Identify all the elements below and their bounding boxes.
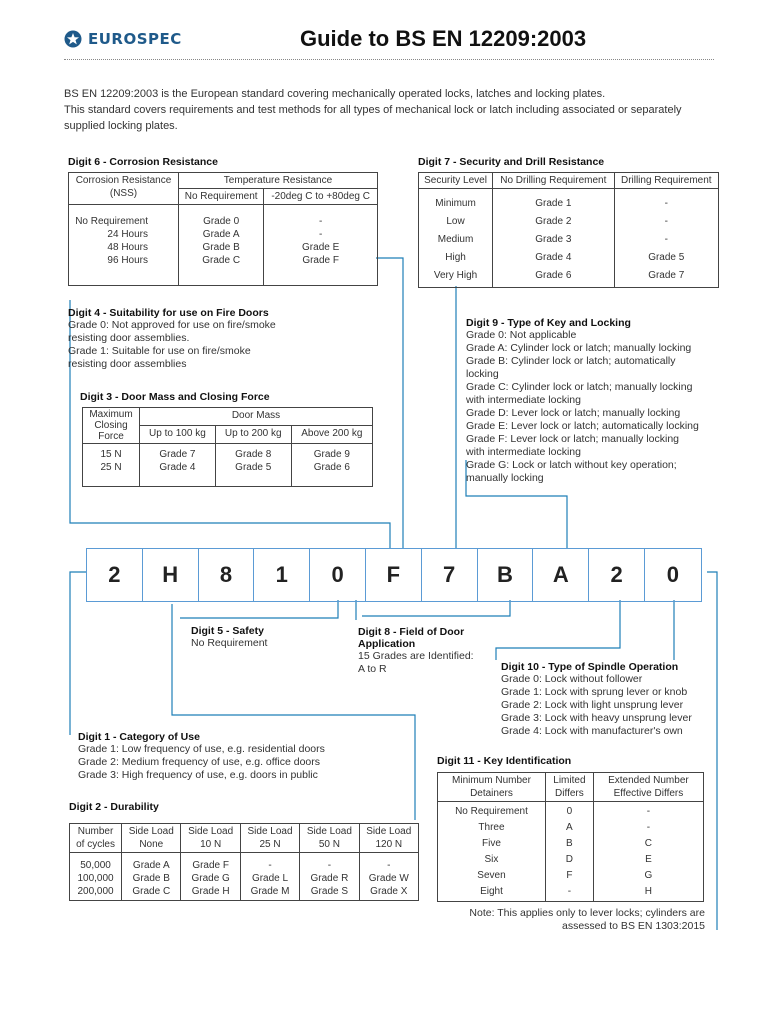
digit6-col (179, 205, 264, 286)
digit8-title-2: Application (358, 638, 416, 650)
cell-text: 200,000 (77, 886, 114, 897)
header-text: Minimum Number (452, 775, 531, 786)
digit10-section (501, 661, 692, 738)
header-text: Side Load (366, 826, 412, 837)
digit7-header: No Drilling Requirement (493, 173, 614, 189)
code-digit-5: 0 (310, 549, 366, 601)
intro-line: BS EN 12209:2003 is the European standard covering mechanically operated locks, latches and locking plates. (64, 88, 606, 100)
digit4-section (68, 307, 276, 371)
cell-text: Grade 4 (535, 252, 572, 263)
cell-text: 15 N (100, 449, 122, 460)
code-strip (86, 548, 702, 602)
code-digit-6: F (366, 549, 422, 601)
header-text: Side Load (306, 826, 352, 837)
header-text: of cycles (76, 839, 115, 850)
cell-text: B (566, 838, 573, 849)
cell-text: Grade F (192, 860, 229, 871)
digit7-header: Drilling Requirement (614, 173, 718, 189)
header-text: Side Load (188, 826, 234, 837)
cell-text: Grade F (302, 255, 339, 266)
digit3-col (83, 444, 140, 487)
cell-text: Low (446, 216, 465, 227)
digit8-line: A to R (358, 663, 387, 675)
cell-text: Very High (433, 270, 478, 281)
digit10-line: Grade 0: Lock without follower (501, 673, 643, 685)
header-text: None (139, 839, 164, 850)
code-digit-7: 7 (422, 549, 478, 601)
cell-text: Grade B (202, 242, 240, 253)
header-text: Effective Differs (613, 788, 684, 799)
digit7-col (419, 189, 493, 288)
digit6-title: Digit 6 - Corrosion Resistance (68, 156, 218, 168)
cell-text: C (644, 838, 653, 849)
page-title: Guide to BS EN 12209:2003 (300, 26, 587, 51)
cell-text: F (566, 870, 573, 881)
digit3-col (291, 444, 372, 487)
digit11-col (438, 802, 546, 902)
code-digit-9: A (533, 549, 589, 601)
cell-text: - (664, 216, 668, 227)
digit7-header: Security Level (419, 173, 493, 189)
cell-text: - (327, 860, 332, 871)
cell-text: Grade A (132, 860, 170, 871)
code-digit-1: 2 (87, 549, 143, 601)
cell-text: - (318, 229, 323, 240)
cell-text: Grade 5 (648, 252, 685, 263)
digit9-line: Grade 0: Not applicable (466, 329, 577, 341)
cell-text: D (565, 854, 573, 865)
digit9-line: Grade G: Lock or latch without key operation; (466, 459, 677, 471)
cell-text: 0 (566, 806, 573, 817)
cell-text: Grade W (368, 873, 409, 884)
cell-text: Grade C (132, 886, 171, 897)
digit2-header (181, 824, 240, 853)
cell-text: 48 Hours (107, 242, 148, 253)
digit7-table (418, 172, 719, 288)
digit1-line: Grade 3: High frequency of use, e.g. doors in public (78, 769, 318, 781)
digit3-header: Maximum Closing Force (83, 408, 140, 444)
digit2-title: Digit 2 - Durability (69, 801, 159, 813)
cell-text: G (644, 870, 653, 881)
intro-line: This standard covers requirements and test methods for all types of mechanical lock or latch including associated or separately (64, 104, 682, 116)
digit6-header-cell: Temperature Resistance (179, 173, 378, 189)
cell-text: Grade 4 (159, 462, 196, 473)
digit6-col (69, 205, 179, 286)
digit3-header: Door Mass (140, 408, 373, 426)
cell-text: No Requirement (75, 216, 148, 227)
digit3-table (82, 407, 373, 487)
cell-text: Grade L (251, 873, 289, 884)
digit5-section (191, 625, 267, 650)
digit5-title: Digit 5 - Safety (191, 625, 264, 637)
cell-text: Grade 7 (159, 449, 196, 460)
digit11-col (593, 802, 703, 902)
digit11-header (593, 773, 703, 802)
digit1-line: Grade 1: Low frequency of use, e.g. residential doors (78, 743, 325, 755)
header-text: Limited (553, 775, 586, 786)
header-text: 50 N (318, 839, 340, 850)
digit4-title: Digit 4 - Suitability for use on Fire Doors (68, 307, 269, 319)
header-text: 120 N (375, 839, 403, 850)
cell-text: Grade A (202, 229, 240, 240)
cell-text: Grade M (250, 886, 290, 897)
digit11-title: Digit 11 - Key Identification (437, 755, 572, 767)
digit9-line: Grade E: Lever lock or latch; automatically locking (466, 420, 699, 432)
digit11-table (437, 772, 704, 902)
digit10-line: Grade 3: Lock with heavy unsprung lever (501, 712, 692, 724)
digit11-header (438, 773, 546, 802)
cell-text: 96 Hours (107, 255, 148, 266)
digit11-note (437, 907, 705, 933)
cell-text: H (644, 886, 653, 897)
digit3-subheader: Up to 200 kg (215, 426, 291, 444)
digit1-section (78, 731, 325, 782)
cell-text: Grade 3 (535, 234, 572, 245)
cell-text: - (268, 860, 272, 871)
cell-text: Grade G (191, 873, 230, 884)
digit9-section (466, 317, 736, 485)
digit10-line: Grade 1: Lock with sprung lever or knob (501, 686, 688, 698)
cell-text: - (646, 806, 651, 817)
digit3-title: Digit 3 - Door Mass and Closing Force (80, 391, 270, 403)
cell-text: 25 N (100, 462, 122, 473)
digit9-line: Grade F: Lever lock or latch; manually locking (466, 433, 680, 445)
code-digit-8: B (478, 549, 534, 601)
cell-text: - (646, 822, 651, 833)
digit4-line: resisting door assemblies. (68, 332, 190, 344)
cell-text: Medium (437, 234, 474, 245)
digit1-line: Grade 2: Medium frequency of use, e.g. office doors (78, 756, 321, 768)
cell-text: Minimum (435, 198, 476, 209)
digit8-section (358, 626, 474, 676)
cell-text: Six (484, 854, 499, 865)
digit9-line: Grade C: Cylinder lock or latch; manually locking (466, 381, 693, 393)
digit11-header (545, 773, 593, 802)
cell-text: Grade 0 (203, 216, 240, 227)
digit9-line: manually locking (466, 472, 544, 484)
digit3-col (140, 444, 216, 487)
digit3-subheader: Above 200 kg (291, 426, 372, 444)
intro-line: supplied locking plates. (64, 120, 178, 132)
digit8-line: 15 Grades are Identified: (358, 650, 474, 662)
header-text: Corrosion Resistance (75, 175, 172, 186)
cell-text: - (664, 198, 668, 209)
cell-text: Grade S (310, 886, 349, 897)
header-text: Number (77, 826, 114, 837)
cell-text: Grade 6 (313, 462, 350, 473)
cell-text: 50,000 (80, 860, 111, 871)
header-text: (NSS) (109, 188, 138, 199)
header-text: Detainers (470, 788, 513, 799)
digit9-line: locking (466, 368, 499, 380)
digit4-line: resisting door assemblies (68, 358, 187, 370)
cell-text: - (664, 234, 668, 245)
digit2-header (300, 824, 359, 853)
cell-text: Three (478, 822, 505, 833)
digit7-title: Digit 7 - Security and Drill Resistance (418, 156, 605, 168)
header-text: 25 N (259, 839, 281, 850)
cell-text: Grade 6 (535, 270, 572, 281)
digit10-line: Grade 2: Lock with light unsprung lever (501, 699, 684, 711)
cell-text: Grade 9 (313, 449, 350, 460)
digit2-table (69, 823, 419, 901)
cell-text: Grade 1 (535, 198, 572, 209)
digit9-line: Grade D: Lever lock or latch; manually locking (466, 407, 681, 419)
header-text: 10 N (200, 839, 222, 850)
cell-text: Grade 8 (235, 449, 272, 460)
cell-text: Grade 5 (235, 462, 272, 473)
code-digit-11: 0 (666, 562, 679, 587)
digit6-table (68, 172, 378, 286)
note-line: Note: This applies only to lever locks; cylinders are (469, 907, 705, 919)
digit6-subheader: No Requirement (179, 189, 264, 205)
digit4-line: Grade 1: Suitable for use on fire/smoke (68, 345, 251, 357)
digit10-title: Digit 10 - Type of Spindle Operation (501, 661, 679, 673)
cell-text: A (566, 822, 573, 833)
digit7-col (493, 189, 614, 288)
digit3-col (215, 444, 291, 487)
digit1-title: Digit 1 - Category of Use (78, 731, 200, 743)
header-text: Extended Number (608, 775, 689, 786)
brand-name: EUROSPEC (88, 30, 182, 48)
code-digit-3: 8 (199, 549, 255, 601)
cell-text: Five (482, 838, 501, 849)
cell-text: Grade H (191, 886, 230, 897)
digit4-line: Grade 0: Not approved for use on fire/smoke (68, 319, 276, 331)
cell-text: - (318, 216, 323, 227)
digit2-col (300, 853, 359, 901)
digit10-line: Grade 4: Lock with manufacturer's own (501, 725, 683, 737)
cell-text: Grade B (132, 873, 170, 884)
digit11-col (545, 802, 593, 902)
cell-text: Grade 2 (535, 216, 572, 227)
cell-text: No Requirement (455, 806, 528, 817)
digit2-col (359, 853, 418, 901)
digit9-line: Grade A: Cylinder lock or latch; manually locking (466, 342, 692, 354)
code-digit-2: H (143, 549, 199, 601)
header-text: Side Load (128, 826, 174, 837)
digit9-line: Grade B: Cylinder lock or latch; automatically (466, 355, 676, 367)
digit2-col (181, 853, 240, 901)
digit8-title: Digit 8 - Field of Door (358, 626, 465, 638)
digit6-header-cell (69, 173, 179, 205)
digit9-line: with intermediate locking (466, 446, 581, 458)
digit2-header (240, 824, 299, 853)
cell-text: Grade E (302, 242, 340, 253)
digit2-header (122, 824, 181, 853)
code-digit-10: 2 (589, 549, 645, 601)
digit7-col (614, 189, 718, 288)
digit2-header (359, 824, 418, 853)
cell-text: - (567, 886, 572, 897)
cell-text: Eight (480, 886, 503, 897)
digit9-title: Digit 9 - Type of Key and Locking (466, 317, 631, 329)
header-text: Side Load (247, 826, 293, 837)
digit6-subheader: -20deg C to +80deg C (264, 189, 378, 205)
digit2-col (122, 853, 181, 901)
cell-text: 24 Hours (107, 229, 148, 240)
cell-text: Grade X (370, 886, 408, 897)
digit6-col (264, 205, 378, 286)
cell-text: Grade R (310, 873, 349, 884)
cell-text: - (387, 860, 391, 871)
header-text: Differs (555, 788, 584, 799)
digit5-line: No Requirement (191, 637, 268, 649)
digit2-header (70, 824, 122, 853)
note-line: assessed to BS EN 1303:2015 (561, 920, 705, 932)
cell-text: 100,000 (77, 873, 114, 884)
cell-text: Grade 7 (648, 270, 685, 281)
cell-text: Grade C (202, 255, 241, 266)
code-digit-4: 1 (254, 549, 310, 601)
digit2-col (70, 853, 122, 901)
cell-text: Seven (477, 870, 506, 881)
digit9-line: with intermediate locking (466, 394, 581, 406)
digit3-subheader: Up to 100 kg (140, 426, 216, 444)
digit2-col (240, 853, 299, 901)
cell-text: E (645, 854, 652, 865)
cell-text: High (445, 252, 466, 263)
